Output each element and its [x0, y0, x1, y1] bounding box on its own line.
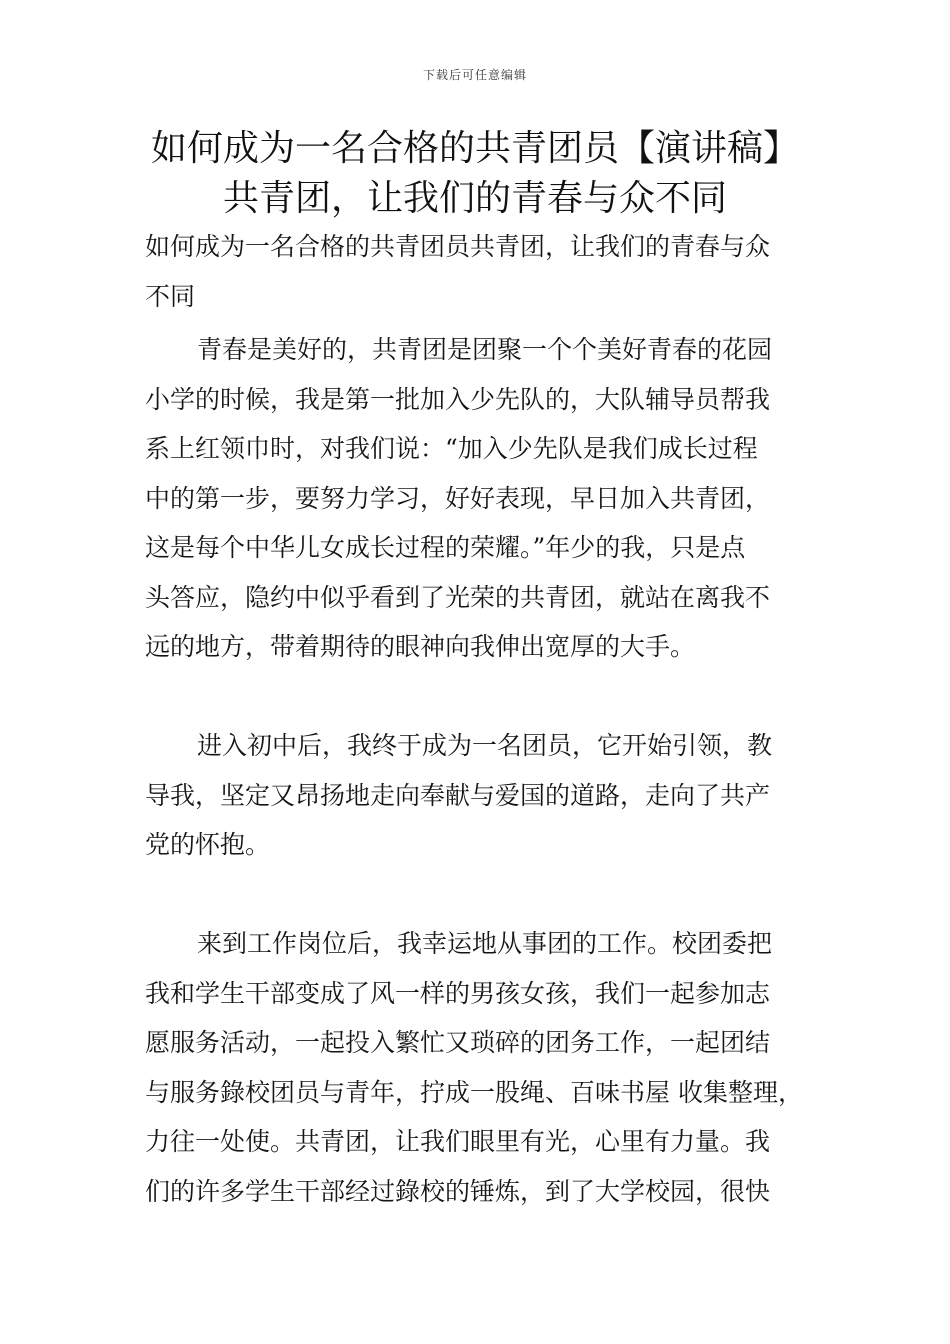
text-line: 进入初中后，我终于成为一名团员，它开始引领，教	[197, 731, 773, 760]
text-line: 系上红领巾时，对我们说：“加入少先队是我们成长过程	[145, 434, 758, 463]
text-line: 小学的时候，我是第一批加入少先队的，大队辅导员帮我	[145, 384, 771, 414]
text-line: 远的地方，带着期待的眼神向我伸出宽厚的大手。	[145, 632, 696, 661]
paragraph-1	[145, 325, 835, 672]
header-note: 下载后可任意编辑	[422, 68, 527, 82]
paragraph-2	[145, 721, 835, 870]
paragraph-3	[145, 919, 835, 1216]
text-line: 们的许多学生干部经过錄校的锤炼，到了大学校园，很快	[145, 1176, 771, 1206]
text-line: 如何成为一名合格的共青团员共青团，让我们的青春与众	[145, 232, 771, 261]
text-line: 我和学生干部变成了风一样的男孩女孩，我们一起参加志	[145, 978, 771, 1008]
subtitle-paragraph	[145, 222, 835, 321]
text-line: 党的怀抱。	[145, 830, 271, 859]
text-line: 青春是美好的，共青团是团聚一个个美好青春的花园	[197, 335, 773, 364]
document-title-line-2: 共青团，让我们的青春与众不同	[222, 178, 727, 219]
text-line: 力往一处使。共青团，让我们眼里有光，心里有力量。我	[145, 1127, 771, 1156]
text-line: 与服务錄校团员与青年，拧成一股绳、百味书屋 收集整理，	[145, 1077, 803, 1107]
text-line: 愿服务活动，一起投入繁忙又琐碎的团务工作，一起团结	[145, 1028, 771, 1057]
document-title-line-1: 如何成为一名合格的共青团员【演讲稿】	[150, 128, 799, 169]
text-line: 来到工作岗位后，我幸运地从事团的工作。校团委把	[197, 929, 773, 958]
text-line: 导我，坚定又昂扬地走向奉献与爱国的道路，走向了共产	[145, 780, 771, 810]
text-line: 中的第一步，要努力学习，好好表现，早日加入共青团，	[145, 483, 771, 513]
text-line: 不同	[145, 281, 196, 311]
text-line: 头答应，隐约中似乎看到了光荣的共青团，就站在离我不	[145, 582, 771, 612]
text-line: 这是每个中华儿女成长过程的荣耀。”年少的我，只是点	[145, 533, 746, 562]
